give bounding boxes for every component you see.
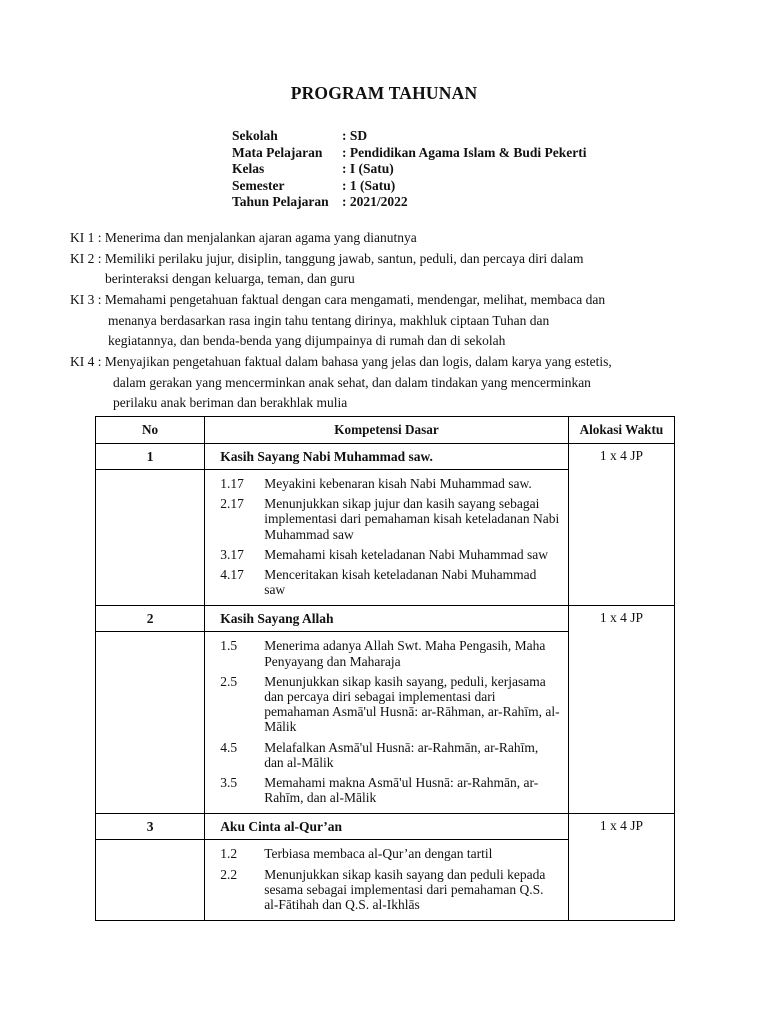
competency-text: Memahami kisah keteladanan Nabi Muhammad saw	[264, 546, 548, 562]
competency-text: Menceritakan kisah keteladanan Nabi Muhammad saw	[264, 567, 537, 598]
ki-line: menanya berdasarkan rasa ingin tahu tentang dirinya, makhluk ciptaan Tuhan dan	[108, 312, 550, 328]
header-kompetensi-dasar: Kompetensi Dasar	[205, 417, 569, 444]
empty-cell	[96, 470, 205, 606]
table-row	[96, 814, 675, 840]
topic-title: Kasih Sayang Allah	[205, 606, 569, 632]
ki-line: kegiatannya, dan benda-benda yang dijumpainya di rumah dan di sekolah	[108, 333, 506, 349]
list-item	[220, 547, 560, 562]
list-item	[220, 496, 560, 542]
info-label: Sekolah	[232, 128, 278, 143]
header-alokasi-waktu: Alokasi Waktu	[568, 417, 674, 444]
table-row	[96, 444, 675, 470]
info-value: : Pendidikan Agama Islam & Budi Pekerti	[342, 144, 587, 160]
competency-text: Memahami makna Asmā'ul Husnā: ar-Rahmān, ar-Rahīm, dan al-Mālik	[264, 775, 539, 806]
info-label: Kelas	[232, 161, 265, 176]
ki-4	[70, 352, 612, 414]
row-number: 1	[96, 444, 205, 470]
row-number: 3	[96, 814, 205, 840]
ki-line: KI 1 : Menerima dan menjalankan ajaran agama yang dianutnya	[70, 230, 417, 245]
competency-text: Menerima adanya Allah Swt. Maha Pengasih, Maha Penyayang dan Maharaja	[264, 638, 546, 669]
list-item	[220, 740, 560, 770]
topic-title: Kasih Sayang Nabi Muhammad saw.	[205, 444, 569, 470]
info-row-semester	[232, 178, 587, 195]
competency-text: Meyakini kebenaran kisah Nabi Muhammad saw.	[264, 476, 532, 491]
program-table	[95, 416, 675, 921]
competency-text: Menunjukkan sikap kasih sayang, peduli, kerjasama dan percaya diri sebagai implementasi dari pemahaman Asmā'ul Husnā: ar-Rāhman, ar-Rahīm, al-Mālik	[264, 673, 560, 735]
alokasi-waktu: 1 x 4 JP	[568, 606, 674, 814]
competency-list	[205, 470, 569, 606]
info-row-kelas	[232, 161, 587, 178]
ki-line: KI 3 : Memahami pengetahuan faktual dengan cara mengamati, mendengar, melihat, membaca dan	[70, 292, 606, 307]
competency-text: Melafalkan Asmā'ul Husnā: ar-Rahmān, ar-Rahīm, dan al-Mālik	[264, 739, 539, 770]
ki-line: dalam gerakan yang mencerminkan anak sehat, dan dalam tindakan yang mencerminkan	[113, 374, 591, 390]
competency-number: 2.2	[220, 866, 238, 882]
list-item	[220, 867, 560, 913]
info-label: Tahun Pelajaran	[232, 194, 329, 209]
competency-list	[205, 632, 569, 814]
header-no: No	[96, 417, 205, 444]
info-row-tahun-pelajaran	[232, 194, 587, 211]
table-header-row	[96, 417, 675, 444]
competency-number: 1.5	[220, 638, 238, 654]
ki-line: berinteraksi dengan keluarga, teman, dan guru	[105, 271, 355, 287]
competency-number: 3.5	[220, 775, 238, 791]
list-item	[220, 638, 560, 668]
competency-text: Menunjukkan sikap jujur dan kasih sayang sebagai implementasi dari pemahaman kisah keteladanan Nabi Muhammad saw	[264, 496, 560, 542]
info-label: Semester	[232, 177, 285, 193]
competency-text: Terbiasa membaca al-Qur’an dengan tartil	[264, 846, 493, 862]
info-value: : 2021/2022	[342, 194, 408, 209]
info-label: Mata Pelajaran	[232, 144, 323, 160]
competency-list	[205, 840, 569, 921]
competency-number: 4.17	[220, 567, 244, 583]
competency-number: 2.17	[220, 496, 244, 512]
alokasi-waktu: 1 x 4 JP	[568, 814, 674, 921]
empty-cell	[96, 632, 205, 814]
competency-number: 3.17	[220, 546, 244, 562]
topic-title: Aku Cinta al-Qur’an	[205, 814, 569, 840]
ki-2	[70, 249, 583, 290]
list-item	[220, 567, 560, 597]
ki-3	[70, 290, 605, 352]
empty-cell	[96, 840, 205, 921]
info-value: : I (Satu)	[342, 161, 394, 176]
info-value: : 1 (Satu)	[342, 177, 396, 193]
competency-number: 1.2	[220, 846, 238, 862]
list-item	[220, 476, 560, 491]
info-row-sekolah	[232, 128, 587, 145]
info-value: : SD	[342, 128, 368, 143]
ki-line: KI 2 : Memiliki perilaku jujur, disiplin, tanggung jawab, santun, peduli, dan percaya diri dalam	[70, 250, 584, 266]
list-item	[220, 775, 560, 805]
competency-number: 1.17	[220, 476, 244, 491]
competency-number: 2.5	[220, 673, 238, 689]
info-block	[232, 128, 587, 211]
list-item	[220, 674, 560, 735]
info-row-mata-pelajaran	[232, 145, 587, 162]
page-title: PROGRAM TAHUNAN	[290, 83, 478, 103]
alokasi-waktu: 1 x 4 JP	[568, 444, 674, 606]
ki-line: perilaku anak beriman dan berakhlak mulia	[113, 395, 348, 411]
competency-number: 4.5	[220, 739, 238, 755]
competency-text: Menunjukkan sikap kasih sayang dan peduli kepada sesama sebagai implementasi dari pemahaman Q.S. al-Fātihah dan Q.S. al-Ikhlās	[264, 866, 546, 913]
ki-1	[70, 228, 417, 249]
ki-line: KI 4 : Menyajikan pengetahuan faktual dalam bahasa yang jelas dan logis, dalam karya yang estetis,	[70, 354, 612, 369]
table-row	[96, 606, 675, 632]
list-item	[220, 846, 560, 861]
row-number: 2	[96, 606, 205, 632]
